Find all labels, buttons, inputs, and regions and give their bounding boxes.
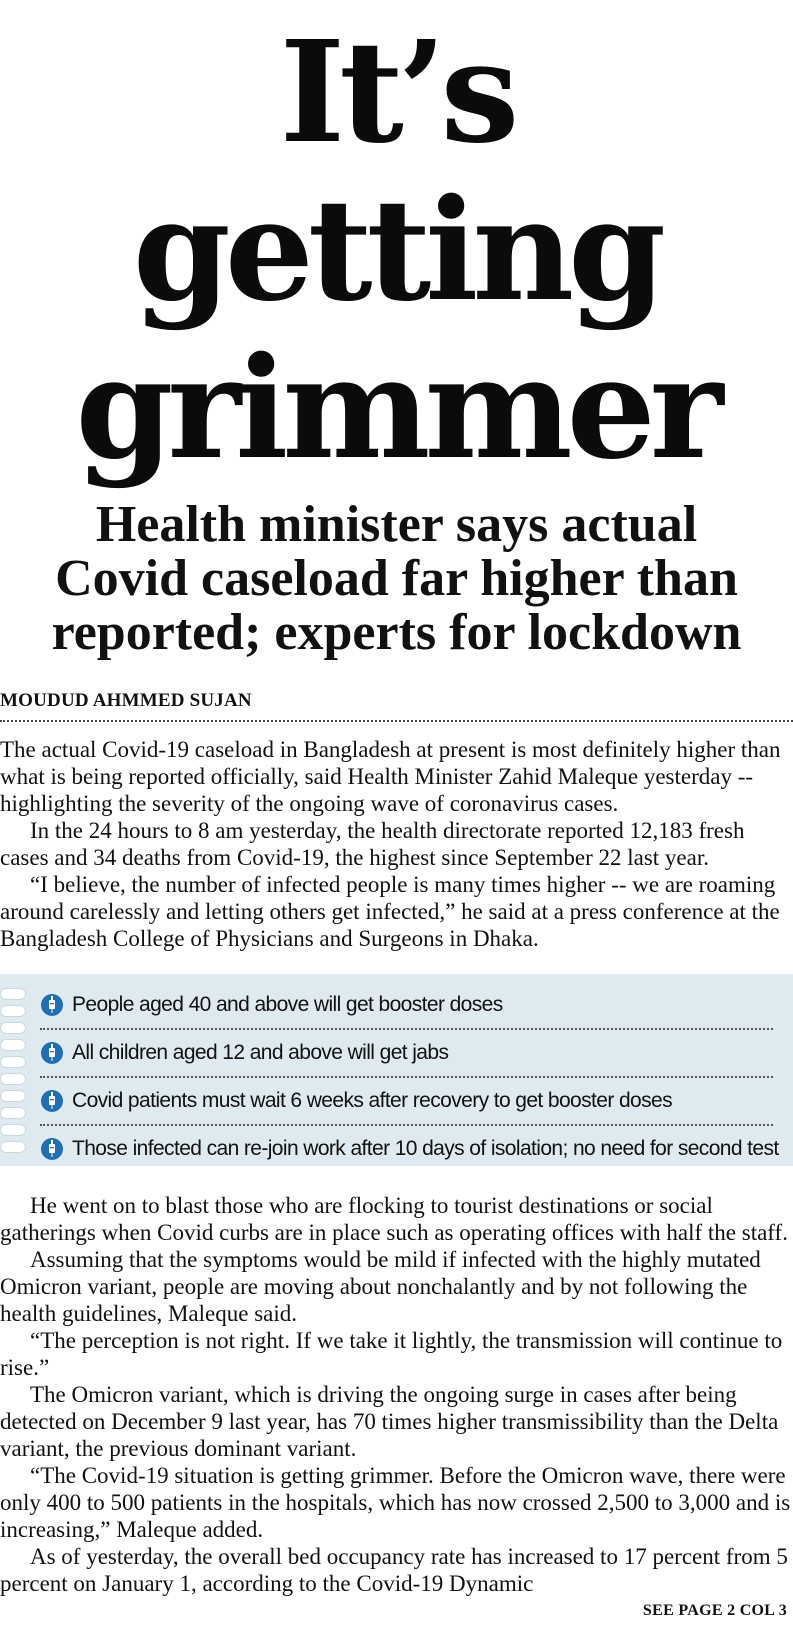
article-body-bottom — [0, 1192, 793, 1597]
article-paragraph: As of yesterday, the overall bed occupancy rate has increased to 17 percent from 5 percent on January 1, according to the Covid-19 Dynamic — [0, 1544, 788, 1596]
key-points-box — [0, 974, 793, 1166]
vaccine-injection-icon — [40, 993, 64, 1017]
vaccine-injection-icon — [40, 1041, 64, 1065]
article-paragraph: In the 24 hours to 8 am yesterday, the health directorate reported 12,183 fresh cases and 34 deaths from Covid-19, the highest since September 22 last year. — [0, 818, 745, 870]
article-paragraph: “The Covid-19 situation is getting grimmer. Before the Omicron wave, there were only 400 to 500 patients in the hospitals, which has now crossed 2,500 to 3,000 and is increasing,” Maleque added. — [0, 1463, 791, 1542]
vaccine-injection-icon — [40, 1089, 64, 1113]
key-point-text: People aged 40 and above will get booster doses — [72, 993, 503, 1016]
article-paragraph: He went on to blast those who are flocking to tourist destinations or social gatherings when Covid curbs are in place such as operating offices with half the staff. — [0, 1193, 788, 1245]
key-point-text: All children aged 12 and above will get jabs — [72, 1041, 449, 1064]
article-paragraph: The actual Covid-19 caseload in Bangladesh at present is most definitely higher than what is being reported officially, said Health Minister Zahid Maleque yesterday -- highlighting the severity of the ongoing wave of coronavirus cases. — [0, 737, 781, 816]
continued-on-page-note: SEE PAGE 2 COL 3 — [642, 1602, 787, 1619]
byline: MOUDUD AHMMED SUJAN — [0, 690, 793, 722]
key-point-item — [40, 1078, 773, 1126]
headline-line-2: grimmer — [75, 327, 718, 491]
article-paragraph: “I believe, the number of infected people is many times higher -- we are roaming around carelessly and letting others get infected,” he said at a press conference at the Bangladesh College of Physicians and Surgeons in Dhaka. — [0, 872, 780, 951]
subhead-line-3: reported; experts for lockdown — [51, 604, 742, 661]
article-body-top — [0, 736, 793, 952]
article-paragraph: Assuming that the symptoms would be mild if infected with the highly mutated Omicron variant, people are moving about nonchalantly and by not following the health guidelines, Maleque said. — [0, 1247, 761, 1326]
subheadline — [0, 498, 793, 660]
article-paragraph: “The perception is not right. If we take it lightly, the transmission will continue to rise.” — [0, 1328, 783, 1380]
headline-line-1: It’s getting — [132, 11, 661, 333]
key-point-text: Those infected can re-join work after 10 days of isolation; no need for second test — [72, 1137, 779, 1160]
notebook-spiral-decoration — [0, 988, 30, 1158]
article-paragraph: The Omicron variant, which is driving the ongoing surge in cases after being detected on December 9 last year, has 70 times higher transmissibility than the Delta variant, the previous dominant variant. — [0, 1382, 779, 1461]
key-point-text: Covid patients must wait 6 weeks after recovery to get booster doses — [72, 1089, 673, 1112]
key-point-item — [40, 1126, 779, 1172]
headline — [0, 0, 793, 491]
key-point-item — [40, 1030, 773, 1078]
subhead-line-2: Covid caseload far higher than — [55, 550, 738, 607]
vaccine-injection-icon — [40, 1137, 64, 1161]
subhead-line-1: Health minister says actual — [95, 496, 698, 553]
key-point-item — [40, 982, 773, 1030]
